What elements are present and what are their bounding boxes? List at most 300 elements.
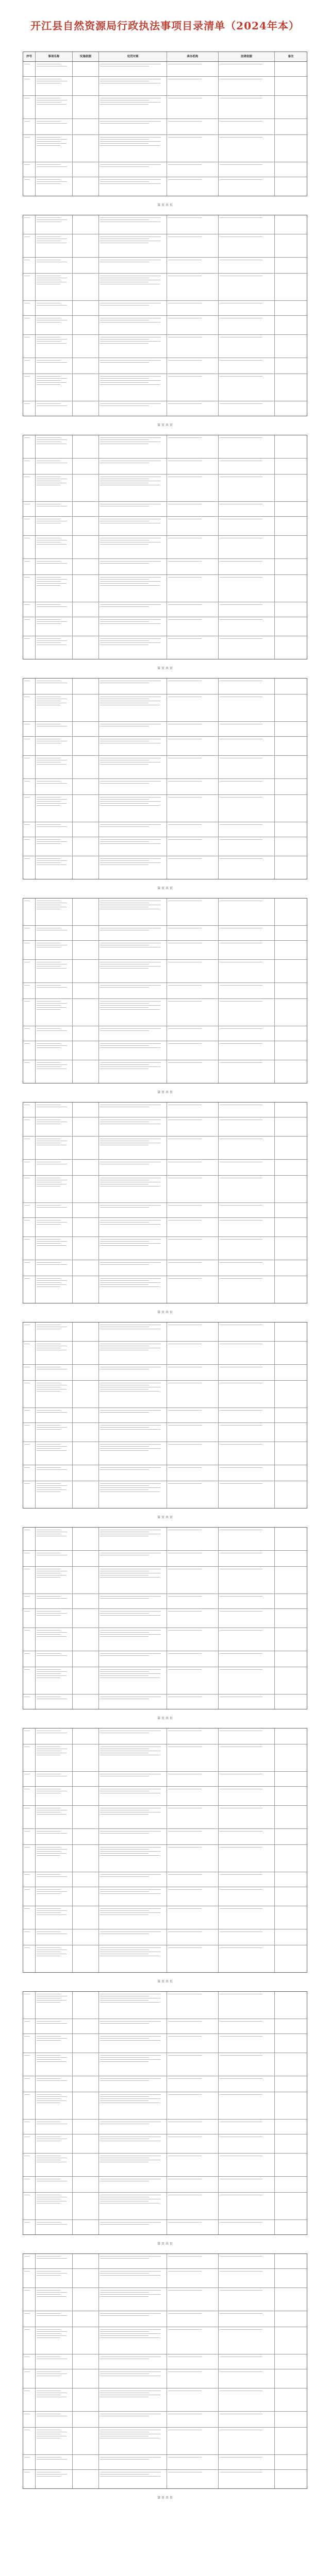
- table-cell: [73, 575, 100, 602]
- table-cell: [73, 301, 100, 315]
- table-row: [23, 358, 307, 374]
- table-cell: [275, 756, 307, 778]
- table-cell: [36, 215, 73, 234]
- table-cell: [73, 679, 100, 694]
- table-cell: [99, 1667, 167, 1694]
- table-cell: [36, 316, 73, 334]
- table-row: [23, 459, 307, 474]
- table-cell: [23, 2177, 36, 2192]
- table-row: [23, 2428, 307, 2455]
- table-cell: [275, 1787, 307, 1805]
- table-cell: [167, 1906, 219, 1929]
- table-cell: [99, 926, 167, 940]
- table-cell: [36, 575, 73, 602]
- table-cell: [23, 1160, 36, 1175]
- table-cell: [219, 1276, 275, 1303]
- table-cell: [23, 837, 36, 856]
- table-cell: [99, 1992, 167, 2019]
- table-cell: [219, 1628, 275, 1651]
- table-cell: [99, 215, 167, 234]
- table-cell: [99, 795, 167, 822]
- table-cell: [73, 119, 100, 134]
- table-cell: [99, 162, 167, 177]
- table-cell: [23, 2388, 36, 2411]
- table-cell: [99, 722, 167, 736]
- table-cell: [275, 2254, 307, 2268]
- table-cell: [219, 1728, 275, 1744]
- table-cell: [99, 1381, 167, 1408]
- table-cell: [73, 517, 100, 535]
- table-cell: [73, 1026, 100, 1041]
- table-cell: [73, 2092, 100, 2119]
- table-cell: [73, 1176, 100, 1202]
- table-cell: [99, 77, 167, 95]
- table-row: [23, 1381, 307, 1408]
- table-cell: [99, 1651, 167, 1667]
- table-cell: [219, 2177, 275, 2192]
- table-cell: [219, 274, 275, 300]
- table-cell: [275, 2120, 307, 2134]
- table-cell: [219, 2220, 275, 2234]
- table-cell: [219, 2193, 275, 2219]
- table-cell: [73, 215, 100, 234]
- table-row: [23, 335, 307, 358]
- table-cell: [36, 559, 73, 574]
- table-cell: [73, 62, 100, 76]
- page-number: 第 页 共 页: [157, 887, 173, 890]
- table-row: [23, 1041, 307, 1060]
- table-cell: [73, 999, 100, 1026]
- table-row: [23, 258, 307, 274]
- table-row: [23, 1260, 307, 1276]
- table-cell: [73, 1628, 100, 1651]
- table-cell: [275, 941, 307, 959]
- table-row: [23, 722, 307, 737]
- table-cell: [23, 2220, 36, 2234]
- table-cell: [23, 559, 36, 574]
- table-cell: [36, 2388, 73, 2411]
- table-cell: [275, 77, 307, 95]
- table-cell: [275, 62, 307, 76]
- table-cell: [219, 459, 275, 474]
- table-cell: [23, 999, 36, 1026]
- page-number: 第 页 共 页: [157, 1311, 173, 1314]
- table-cell: [99, 1117, 167, 1136]
- table-cell: [99, 1041, 167, 1060]
- table-cell: [167, 1137, 219, 1159]
- table-cell: [219, 1160, 275, 1175]
- table-cell: [23, 1667, 36, 1694]
- table-cell: [167, 983, 219, 998]
- table-cell: [275, 1342, 307, 1364]
- table-cell: [275, 1887, 307, 1906]
- table-cell: [219, 1945, 275, 1972]
- table-cell: [73, 1945, 100, 1972]
- table-cell: [275, 1381, 307, 1408]
- table-cell: [23, 795, 36, 822]
- table-cell: [23, 1887, 36, 1906]
- table-cell: [167, 301, 219, 315]
- table-cell: [36, 1872, 73, 1887]
- table-cell: [73, 2254, 100, 2268]
- table-cell: [36, 1628, 73, 1651]
- table-cell: [219, 517, 275, 535]
- table-cell: [36, 1806, 73, 1828]
- table-cell: [23, 1103, 36, 1117]
- table-cell: [99, 301, 167, 315]
- table-cell: [36, 1787, 73, 1805]
- table-row: [23, 1465, 307, 1481]
- table-cell: [36, 694, 73, 721]
- table-cell: [275, 795, 307, 822]
- table-cell: [219, 2327, 275, 2354]
- table-cell: [73, 1218, 100, 1236]
- table-cell: [73, 1772, 100, 1786]
- table-row: [23, 1945, 307, 1972]
- table-cell: [275, 1651, 307, 1667]
- table-cell: [167, 1694, 219, 1709]
- table-row: [23, 96, 307, 119]
- table-cell: [275, 2288, 307, 2311]
- table-cell: [167, 401, 219, 416]
- table-cell: [99, 401, 167, 416]
- table-cell: [219, 1772, 275, 1786]
- table-cell: [275, 856, 307, 879]
- table-cell: [219, 1787, 275, 1805]
- table-cell: [219, 1744, 275, 1771]
- table-cell: [275, 316, 307, 334]
- table-cell: [23, 401, 36, 416]
- table-cell: [219, 756, 275, 778]
- table-row: [23, 2412, 307, 2428]
- table-cell: [99, 1787, 167, 1805]
- table-cell: [275, 1060, 307, 1083]
- table-cell: [73, 1887, 100, 1906]
- table-cell: [23, 1945, 36, 1972]
- table-cell: [219, 856, 275, 879]
- table-cell: [23, 617, 36, 636]
- table-row: [23, 2220, 307, 2234]
- table-row: [23, 1906, 307, 1929]
- table-cell: [219, 722, 275, 736]
- table-cell: [275, 274, 307, 300]
- table-cell: [167, 1026, 219, 1041]
- table-cell: [99, 1551, 167, 1566]
- table-cell: [36, 2254, 73, 2268]
- table-cell: [99, 1260, 167, 1276]
- table-page: [23, 1991, 307, 2235]
- table-cell: [99, 1806, 167, 1828]
- table-cell: [219, 1594, 275, 1608]
- table-cell: [167, 2428, 219, 2454]
- table-cell: [23, 1744, 36, 1771]
- table-cell: [99, 636, 167, 659]
- table-cell: [275, 1528, 307, 1550]
- table-row: [23, 162, 307, 177]
- table-cell: [275, 2327, 307, 2354]
- table-cell: [73, 636, 100, 659]
- table-cell: [99, 1772, 167, 1786]
- table-cell: [219, 316, 275, 334]
- table-cell: [73, 737, 100, 755]
- table-cell: [219, 779, 275, 794]
- table-cell: [36, 756, 73, 778]
- table-cell: [167, 2177, 219, 2192]
- table-cell: [99, 1594, 167, 1608]
- table-cell: [167, 1667, 219, 1694]
- table-cell: [219, 2354, 275, 2369]
- table-cell: [36, 1026, 73, 1041]
- table-cell: [99, 2288, 167, 2311]
- table-cell: [275, 694, 307, 721]
- table-cell: [99, 2134, 167, 2153]
- table-row: [23, 960, 307, 983]
- table-row: [23, 1442, 307, 1465]
- table-cell: [167, 435, 219, 458]
- table-cell: [275, 2220, 307, 2234]
- table-cell: [167, 135, 219, 162]
- table-cell: [275, 899, 307, 925]
- table-cell: [275, 1365, 307, 1380]
- table-cell: [219, 1651, 275, 1667]
- table-cell: [36, 358, 73, 374]
- table-cell: [73, 234, 100, 257]
- table-cell: [23, 1481, 36, 1508]
- table-cell: [36, 1829, 73, 1844]
- table-cell: [219, 1342, 275, 1364]
- table-cell: [99, 1026, 167, 1041]
- table-cell: [219, 2455, 275, 2469]
- table-cell: [23, 1381, 36, 1408]
- table-cell: [99, 274, 167, 300]
- table-cell: [219, 679, 275, 694]
- table-cell: [36, 2134, 73, 2153]
- page-number: 第 页 共 页: [157, 204, 173, 207]
- table-cell: [167, 2369, 219, 2388]
- table-row: [23, 1481, 307, 1508]
- table-cell: [275, 1465, 307, 1481]
- table-cell: [23, 374, 36, 401]
- table-cell: [167, 1103, 219, 1117]
- table-cell: [275, 358, 307, 374]
- table-cell: [36, 474, 73, 501]
- table-cell: [275, 1442, 307, 1465]
- table-cell: [73, 258, 100, 273]
- table-cell: [73, 1906, 100, 1929]
- table-row: [23, 795, 307, 822]
- table-cell: [99, 1176, 167, 1202]
- table-cell: [99, 1628, 167, 1651]
- table-cell: [99, 2053, 167, 2076]
- table-cell: [23, 2269, 36, 2287]
- table-row: [23, 1728, 307, 1744]
- table-cell: [73, 756, 100, 778]
- table-cell: [23, 2311, 36, 2327]
- table-cell: [219, 2019, 275, 2033]
- table-row: [23, 837, 307, 856]
- table-cell: [167, 1992, 219, 2019]
- table-cell: [36, 941, 73, 959]
- table-cell: [73, 274, 100, 300]
- table-cell: [23, 77, 36, 95]
- table-cell: [219, 2120, 275, 2134]
- table-cell: [23, 1137, 36, 1159]
- table-cell: [167, 1203, 219, 1217]
- table-row: [23, 694, 307, 722]
- header-cell: 序号: [23, 52, 36, 61]
- table-cell: [36, 517, 73, 535]
- table-cell: [219, 135, 275, 162]
- header-cell: 实施依据: [73, 52, 100, 61]
- table-row: [23, 1829, 307, 1845]
- table-row: [23, 1628, 307, 1651]
- table-cell: [73, 722, 100, 736]
- table-cell: [167, 2288, 219, 2311]
- table-cell: [73, 177, 100, 196]
- table-cell: [73, 96, 100, 118]
- table-cell: [275, 177, 307, 196]
- table-cell: [275, 1744, 307, 1771]
- table-cell: [99, 62, 167, 76]
- table-cell: [167, 215, 219, 234]
- table-row: [23, 2311, 307, 2327]
- table-row: [23, 1594, 307, 1609]
- table-cell: [73, 1594, 100, 1608]
- table-cell: [23, 822, 36, 837]
- table-cell: [99, 1060, 167, 1083]
- table-cell: [99, 2254, 167, 2268]
- table-cell: [167, 694, 219, 721]
- table-cell: [275, 2177, 307, 2192]
- table-cell: [99, 2428, 167, 2454]
- table-cell: [219, 2254, 275, 2268]
- table-cell: [99, 1481, 167, 1508]
- table-cell: [167, 722, 219, 736]
- table-cell: [36, 1945, 73, 1972]
- table-cell: [167, 926, 219, 940]
- table-cell: [275, 1567, 307, 1594]
- table-cell: [36, 856, 73, 879]
- table-cell: [167, 1945, 219, 1972]
- table-cell: [99, 1203, 167, 1217]
- table-cell: [275, 2412, 307, 2427]
- table-row: [23, 1342, 307, 1365]
- table-cell: [99, 779, 167, 794]
- table-cell: [275, 1137, 307, 1159]
- table-row: [23, 2388, 307, 2412]
- header-cell: 处罚对象: [99, 52, 167, 61]
- table-cell: [219, 1551, 275, 1566]
- table-row: [23, 1845, 307, 1872]
- table-row: [23, 2019, 307, 2034]
- table-cell: [23, 335, 36, 358]
- table-cell: [36, 2455, 73, 2469]
- table-page: [23, 898, 307, 1083]
- table-cell: [167, 2193, 219, 2219]
- table-cell: [167, 1929, 219, 1945]
- table-cell: [219, 1929, 275, 1945]
- table-cell: [167, 2076, 219, 2092]
- table-cell: [23, 1567, 36, 1594]
- table-cell: [36, 2269, 73, 2287]
- table-cell: [219, 1567, 275, 1594]
- table-cell: [99, 999, 167, 1026]
- table-cell: [219, 1694, 275, 1709]
- table-cell: [36, 2076, 73, 2092]
- table-cell: [167, 1176, 219, 1202]
- table-cell: [167, 1365, 219, 1380]
- table-cell: [99, 1237, 167, 1260]
- table-cell: [275, 2470, 307, 2488]
- table-row: [23, 1365, 307, 1381]
- table-cell: [167, 2154, 219, 2176]
- table-cell: [219, 1887, 275, 1906]
- table-cell: [275, 837, 307, 856]
- table-cell: [99, 2269, 167, 2287]
- table-cell: [23, 96, 36, 118]
- table-cell: [36, 1992, 73, 2019]
- table-cell: [99, 1137, 167, 1159]
- table-cell: [36, 162, 73, 177]
- table-cell: [99, 474, 167, 501]
- table-cell: [219, 162, 275, 177]
- table-cell: [23, 899, 36, 925]
- table-row: [23, 1872, 307, 1887]
- table-cell: [219, 1218, 275, 1236]
- table-row: [23, 756, 307, 779]
- table-cell: [275, 1845, 307, 1872]
- table-cell: [73, 822, 100, 837]
- table-cell: [275, 1945, 307, 1972]
- table-cell: [167, 617, 219, 636]
- table-cell: [73, 1408, 100, 1422]
- table-cell: [275, 1103, 307, 1117]
- page-number: 第 页 共 页: [157, 1091, 173, 1094]
- table-cell: [167, 1772, 219, 1786]
- table-cell: [36, 2288, 73, 2311]
- table-cell: [36, 1342, 73, 1364]
- table-cell: [23, 2254, 36, 2268]
- table-row: [23, 617, 307, 636]
- table-cell: [167, 2269, 219, 2287]
- table-cell: [219, 1026, 275, 1041]
- table-cell: [219, 358, 275, 374]
- table-cell: [275, 779, 307, 794]
- table-cell: [219, 926, 275, 940]
- table-cell: [219, 1872, 275, 1887]
- table-row: [23, 135, 307, 162]
- table-cell: [275, 1117, 307, 1136]
- table-cell: [36, 177, 73, 196]
- table-cell: [219, 1829, 275, 1844]
- table-cell: [73, 694, 100, 721]
- table-cell: [167, 1567, 219, 1594]
- table-cell: [167, 2019, 219, 2033]
- table-cell: [73, 2154, 100, 2176]
- table-cell: [275, 2053, 307, 2076]
- table-cell: [73, 1567, 100, 1594]
- table-cell: [219, 234, 275, 257]
- table-cell: [23, 2412, 36, 2427]
- table-cell: [275, 822, 307, 837]
- table-cell: [73, 316, 100, 334]
- table-cell: [275, 1772, 307, 1786]
- table-page: [23, 435, 307, 659]
- table-cell: [23, 1694, 36, 1709]
- table-cell: [275, 502, 307, 516]
- table-cell: [73, 1260, 100, 1276]
- table-cell: [99, 856, 167, 879]
